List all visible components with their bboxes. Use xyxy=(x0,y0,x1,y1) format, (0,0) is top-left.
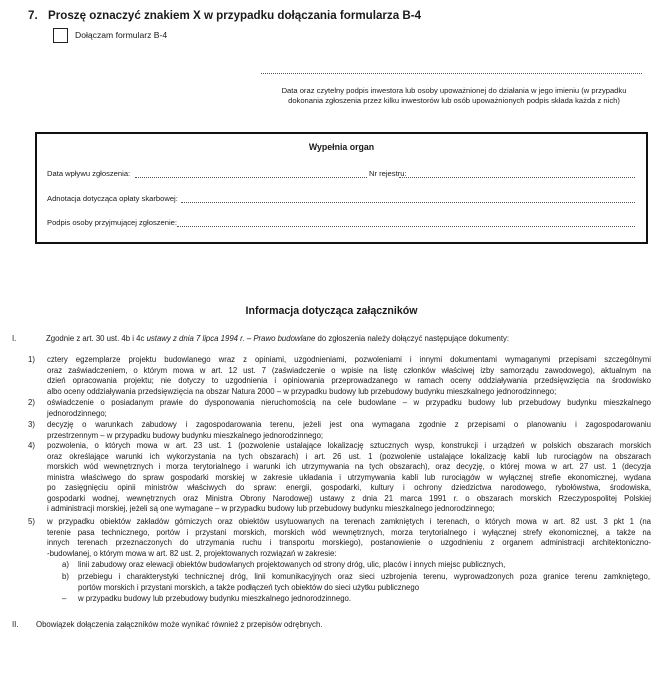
point-I-pre: Zgodnie z art. 30 ust. 4b i 4c xyxy=(46,334,147,343)
item-line: oraz określające warunki ich wykorzystania na tych obszarach) i art. 26 ust. 1 (pozwolenie ustalające lokalizację kabli lub rurociągów na obszarach xyxy=(47,451,651,461)
subitem-mark: b) xyxy=(62,572,69,581)
date-received-label: Data wpływu zgłoszenia: xyxy=(47,169,131,178)
item-line: jednorodzinnego; xyxy=(47,408,107,418)
item-line: gospodarki wodnej, wewnętrznych oraz Ministra Obrony Narodowej) ustawy z dnia 21 marca 1991 r. o obszarach morskich Rzeczypospolitej Polskiej xyxy=(47,493,651,503)
organ-box xyxy=(35,132,648,244)
item-line: oświadczenie o posiadanym prawie do dysponowania nieruchomością na cele budowlane – w przypadku budowy lub przebudowy budynku mieszkalnego xyxy=(47,398,651,407)
item-line: pozwolenia, o których mowa w art. 23 ust. 1 (pozwolenie ustalające lokalizację sztucznych wysp, konstrukcji i urządzeń w polskich obszarach morskich xyxy=(47,441,651,450)
attachments-title: Informacja dotycząca załączników xyxy=(245,305,418,317)
list-item xyxy=(47,517,651,559)
item-line: po zasięgnięciu opinii ministrów właściwych do spraw: energii, gospodarki, kultury i ochrony dziedzictwa narodowego, rybołówstwa, środowiska, xyxy=(47,483,651,492)
list-item xyxy=(47,355,651,397)
signature-caption-line: Data oraz czytelny podpis inwestora lub osoby upoważnionej do działania w jego imieniu (w przypadku xyxy=(281,86,627,95)
section-title: Proszę oznaczyć znakiem X w przypadku dołączania formularza B-4 xyxy=(48,9,422,22)
point-I-act: ustawy z dnia 7 lipca 1994 r. – Prawo budowlane xyxy=(146,334,316,343)
point-II-mark: II. xyxy=(12,620,19,629)
list-item xyxy=(47,398,651,419)
item-number: 4) xyxy=(28,441,35,450)
register-number-label: Nr rejestru: xyxy=(369,169,407,178)
list-item xyxy=(47,441,651,515)
point-I-text xyxy=(46,334,509,345)
attach-b4-label: Dołączam formularz B-4 xyxy=(75,30,168,40)
receiver-signature-field[interactable] xyxy=(177,226,635,227)
date-received-field[interactable] xyxy=(135,177,367,178)
subitem xyxy=(78,594,650,605)
subitem-line: przebiegu i charakterystyki technicznej dróg, linii komunikacyjnych oraz sieci uzbrojenia terenu, wyprowadzonych poza granice terenu zamkniętego, xyxy=(78,572,650,581)
subitem xyxy=(78,560,650,571)
subitem-line: w przypadku budowy lub przebudowy budynku mieszkalnego jednorodzinnego. xyxy=(78,594,352,603)
signature-line[interactable] xyxy=(261,73,642,74)
item-number: 3) xyxy=(28,420,35,429)
item-number: 2) xyxy=(28,398,35,407)
section-7-heading xyxy=(28,9,421,22)
item-line: innych terenach przeznaczonych do utrzymania ruchu i transportu morskiego), postanowienie o uzgodnieniu z organem administracji architektoniczno- xyxy=(47,538,651,547)
item-line: przestrzennym – w przypadku budowy budynku mieszkalnego jednorodzinnego; xyxy=(47,430,324,440)
point-II-text: Obowiązek dołączenia załączników może wynikać również z przepisów odrębnych. xyxy=(36,620,323,629)
item-line: terenie pasa technicznego, portów i przystani morskich, morskich wód wewnętrznych, morza terytorialnego i wyłącznej strefy ekonomicznej, a także na xyxy=(47,527,651,537)
item-line: morskich wód wewnętrznych i morza terytorialnego i warunki ich utrzymywania na tych obszarach), oraz decyzję, o której mowa w art. 27 ust. 1 (decyzja xyxy=(47,462,651,471)
subitem xyxy=(78,572,650,593)
point-I-post: do zgłoszenia należy dołączyć następujące dokumenty: xyxy=(315,334,510,343)
item-line: dzień opracowania projektu; nie dotyczy to uzgodnienia i opiniowania przeprowadzanego w ramach oceny oddziaływania przedsięwzięcia na środowisko xyxy=(47,376,651,385)
item-line: decyzję o warunkach zabudowy i zagospodarowania terenu, jeżeli jest ona wymagana zgodnie z przepisami o planowaniu i zagospodarowaniu xyxy=(47,420,651,429)
point-I-mark: I. xyxy=(12,334,17,343)
item-line: i administracji morskiej, jeżeli są one wymagane – w przypadku budowy lub przebudowy budynku mieszkalnego jednorodzinnego; xyxy=(47,504,495,513)
item-line: oraz zaświadczeniem, o którym mowa w art. 12 ust. 7 (zaświadczenie o wpisie na listę członków właściwej izby samorządu zawodowego), aktualnym na xyxy=(47,365,651,375)
stamp-fee-field[interactable] xyxy=(181,202,635,203)
item-number: 5) xyxy=(28,517,35,526)
item-line: -budowlanej, o którym mowa w art. 82 ust. 2, projektowanych rozwiązań w zakresie: xyxy=(47,548,337,558)
subitem-mark: – xyxy=(62,594,67,603)
subitem-line: linii zabudowy oraz elewacji obiektów budowlanych projektowanych od strony dróg, ulic, placów i innych miejsc publicznych, xyxy=(78,560,506,569)
subitem-line: portów morskich i przystani morskich, a także podłączeń tych obiektów do sieci użytku publicznego xyxy=(78,582,420,592)
item-line: ministra właściwego do spraw gospodarki morskiej w zakresie układania i utrzymywania kabli lub rurociągów w wyłącznej strefie ekonomicznej, wydana xyxy=(47,472,651,482)
item-line: w przypadku obiektów zakładów górniczych oraz obiektów usytuowanych na terenach zamkniętych i terenach, o których mowa w art. 82 ust. 3 pkt 1 (na xyxy=(47,517,651,526)
section-number: 7. xyxy=(28,9,38,22)
list-item xyxy=(47,420,651,441)
subitem-mark: a) xyxy=(62,560,69,569)
item-number: 1) xyxy=(28,355,35,364)
organ-title: Wypełnia organ xyxy=(308,142,375,152)
stamp-fee-label: Adnotacja dotycząca opłaty skarbowej: xyxy=(47,194,178,203)
receiver-signature-label: Podpis osoby przyjmującej zgłoszenie: xyxy=(47,218,178,227)
signature-caption xyxy=(272,86,636,106)
attach-b4-checkbox[interactable] xyxy=(53,28,68,43)
register-number-field[interactable] xyxy=(399,177,635,178)
item-line: albo oceny oddziaływania przedsięwzięcia na obszar Natura 2000 – w przypadku budowy lub przebudowy budynku mieszkalnego jednorodzinnego; xyxy=(47,386,557,396)
item-line: cztery egzemplarze projektu budowlanego wraz z opiniami, uzgodnieniami, pozwoleniami i innymi dokumentami wymaganymi przepisami szczególnymi xyxy=(47,355,651,364)
signature-caption-line: dokonania zgłoszenia przez kilku inwestorów lub osób upoważnionych podpis składa każda z nich) xyxy=(288,96,620,105)
